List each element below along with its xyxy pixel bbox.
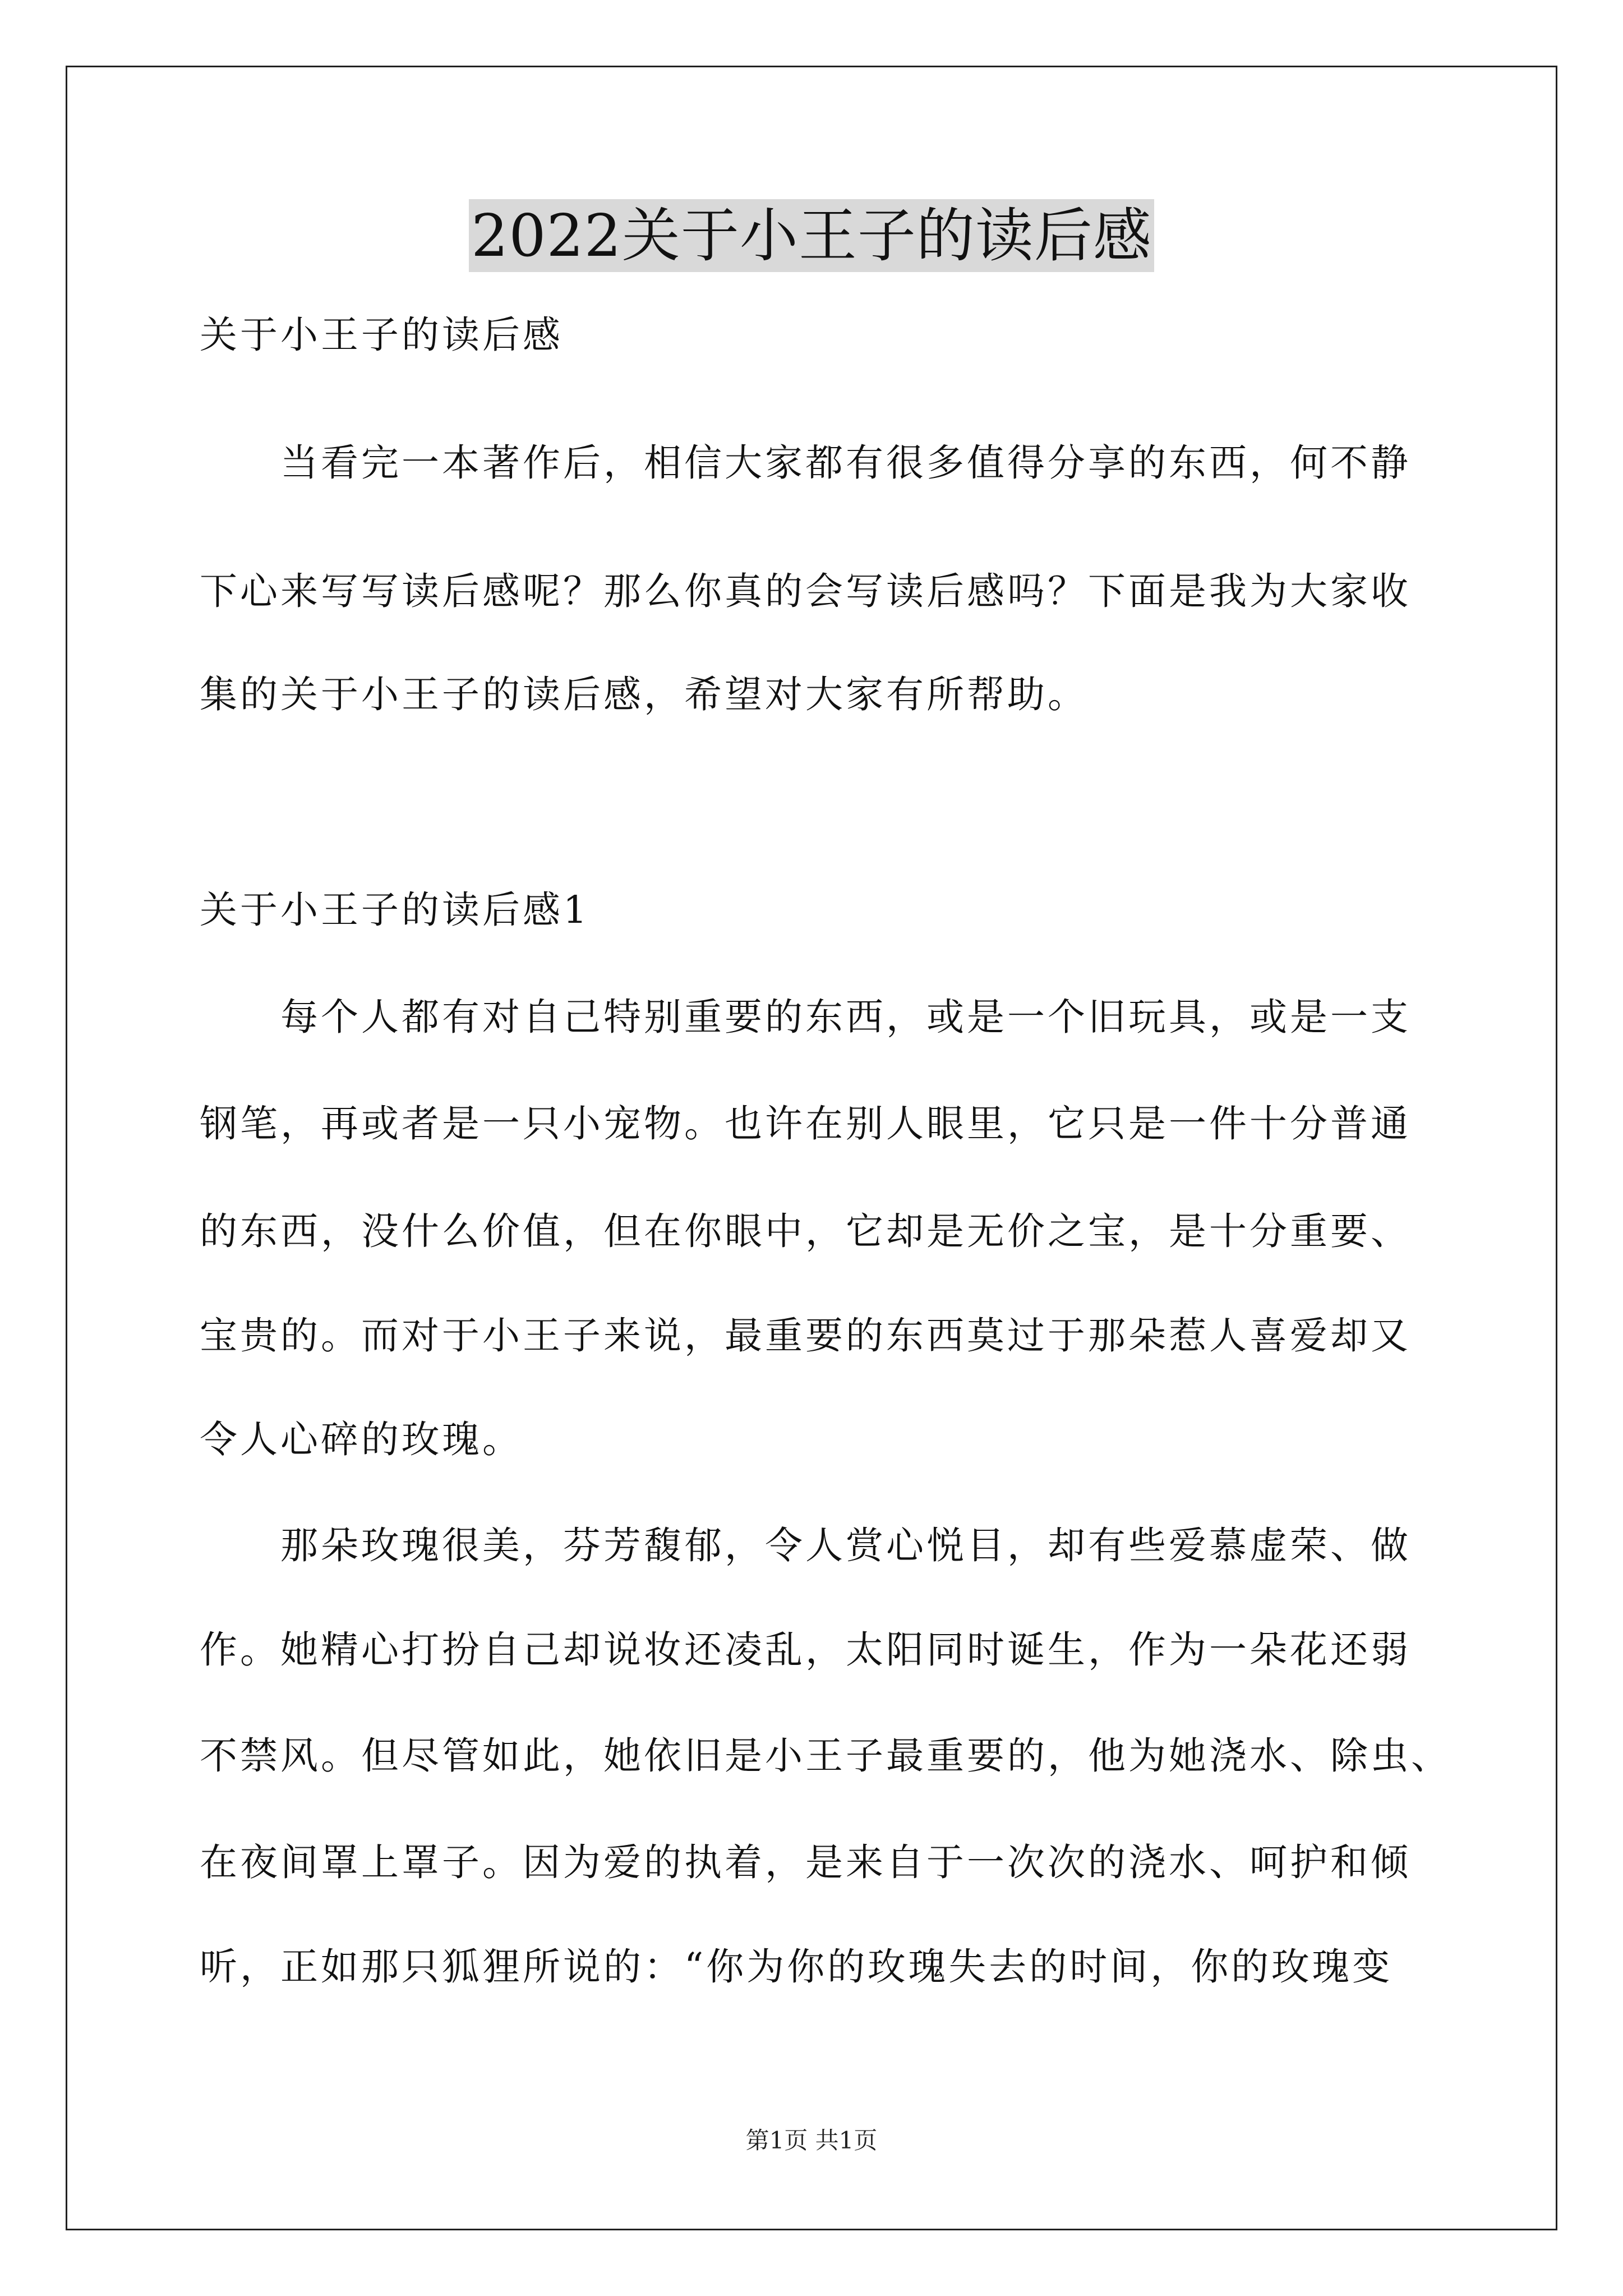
paragraph-line: 宝贵的。而对于小王子来说，最重要的东西莫过于那朵惹人喜爱却又 [200, 1314, 1411, 1358]
paragraph-line: 钢笔，再或者是一只小宠物。也许在别人眼里，它只是一件十分普通 [200, 1102, 1411, 1145]
document-title: 2022关于小王子的读后感 [469, 199, 1154, 272]
paragraph-line: 听，正如那只狐狸所说的：“你为你的玫瑰失去的时间，你的玫瑰变 [200, 1945, 1393, 1989]
intro-line: 当看完一本著作后，相信大家都有很多值得分享的东西，何不静 [280, 441, 1411, 485]
paragraph-line: 不禁风。但尽管如此，她依旧是小王子最重要的，他为她浇水、除虫、 [200, 1734, 1451, 1778]
paragraph-line: 作。她精心打扮自己却说妆还凌乱，太阳同时诞生，作为一朵花还弱 [200, 1628, 1411, 1672]
paragraph-line: 令人心碎的玫瑰。 [200, 1418, 523, 1461]
document-subtitle: 关于小王子的读后感 [200, 313, 563, 357]
intro-line: 下心来写写读后感呢？那么你真的会写读后感吗？下面是我为大家收 [200, 569, 1411, 613]
intro-line: 集的关于小王子的读后感，希望对大家有所帮助。 [200, 673, 1088, 716]
paragraph-line: 那朵玫瑰很美，芬芳馥郁，令人赏心悦目，却有些爱慕虚荣、做 [280, 1524, 1411, 1567]
page-number-footer: 第1页 共1页 [745, 2127, 878, 2154]
paragraph-line: 在夜间罩上罩子。因为爱的执着，是来自于一次次的浇水、呵护和倾 [200, 1841, 1411, 1884]
paragraph-line: 的东西，没什么价值，但在你眼中，它却是无价之宝，是十分重要、 [200, 1209, 1411, 1253]
section-heading: 关于小王子的读后感1 [200, 888, 590, 932]
paragraph-line: 每个人都有对自己特别重要的东西，或是一个旧玩具，或是一支 [280, 995, 1411, 1039]
title-container [0, 199, 1623, 272]
